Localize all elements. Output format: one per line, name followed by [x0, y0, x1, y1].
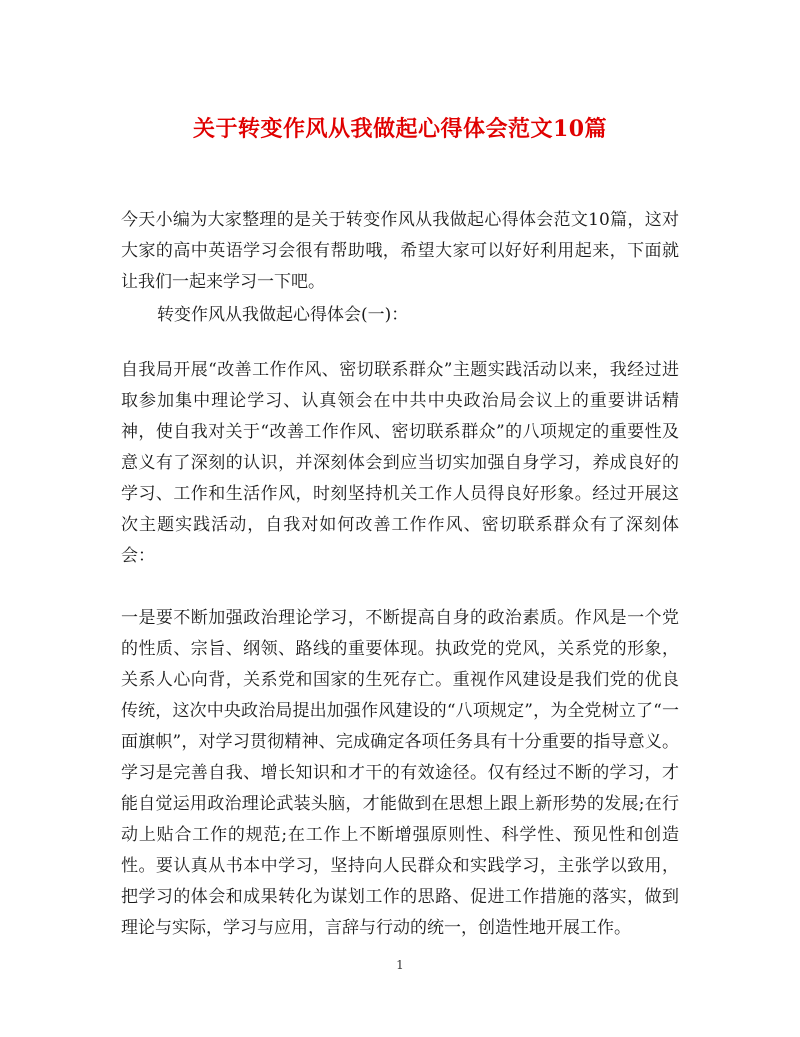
section-subheading: 转变作风从我做起心得体会(一)：	[157, 305, 409, 325]
document-body	[121, 205, 679, 944]
body-paragraph-2: 一是要不断加强政治理论学习，不断提高自身的政治素质。作风是一个党的性质、宗旨、纲领、路线的重要体现。执政党的党风，关系党的形象，关系人心向背，关系党和国家的生死存亡。重视作风建设是我们党的优良传统，这次中央政治局提出加强作风建设的“八项规定”，为全党树立了“一面旗帜”，对学习贯彻精神、完成确定各项任务具有十分重要的指导意义。学习是完善自我、增长知识和才干的有效途径。仅有经过不断的学习，才能自觉运用政治理论武装头脑，才能做到在思想上跟上新形势的发展;在行动上贴合工作的规范;在工作上不断增强原则性、科学性、预见性和创造性。要认真从书本中学习，坚持向人民群众和实践学习，主张学以致用，把学习的体会和成果转化为谋划工作的思路、促进工作措施的落实，做到理论与实际，学习与应用，言辞与行动的统一，创造性地开展工作。	[121, 608, 679, 938]
page-number: 1	[396, 958, 404, 972]
body-paragraph-1: 自我局开展“改善工作作风、密切联系群众”主题实践活动以来，我经过进取参加集中理论学习、认真领会在中共中央政治局会议上的重要讲话精神，使自我对关于“改善工作作风、密切联系群众”的八项规定的重要性及意义有了深刻的认识，并深刻体会到应当切实加强自身学习，养成良好的学习、工作和生活作风，时刻坚持机关工作人员得良好形象。经过开展这次主题实践活动，自我对如何改善工作作风、密切联系群众有了深刻体会：	[121, 360, 679, 566]
document-title: 关于转变作风从我做起心得体会范文10篇	[192, 116, 608, 142]
intro-paragraph: 今天小编为大家整理的是关于转变作风从我做起心得体会范文10篇，这对大家的高中英语学习会很有帮助哦，希望大家可以好好利用起来，下面就让我们一起来学习一下吧。	[121, 210, 679, 292]
